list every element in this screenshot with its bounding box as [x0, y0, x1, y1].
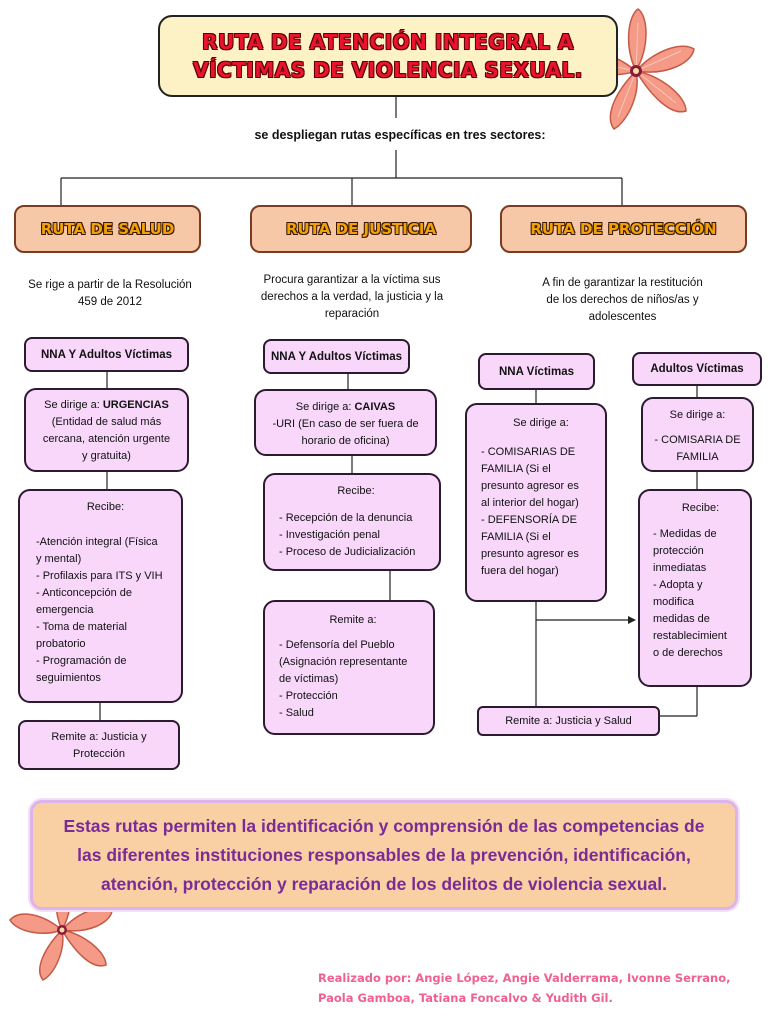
title-line-2: VÍCTIMAS DE VIOLENCIA SEXUAL.: [193, 58, 583, 82]
proteccion-adult-dirige-item: - COMISARIA DE: [654, 434, 741, 446]
salud-desc-line: Se rige a partir de la Resolución: [28, 279, 192, 291]
salud-recibe-item: - Programación de: [36, 655, 127, 667]
proteccion-nna-dirige-item: presunto agresor es: [481, 480, 579, 492]
main-title-box: [158, 15, 618, 97]
justicia-desc-line: derechos a la verdad, la justicia y la: [260, 291, 444, 303]
justicia-recibe-title: Recibe:: [337, 485, 375, 497]
justicia-dirige-detail: -URI (En caso de ser fuera de: [272, 418, 419, 430]
proteccion-adult-dirige-box: [641, 397, 754, 472]
sector-justicia-header: [250, 205, 472, 253]
subtitle: se despliegan rutas específicas en tres sectores:: [254, 128, 546, 142]
sector-proteccion-header: [500, 205, 747, 253]
credits-line: Realizado por: Angie López, Angie Valderrama, Ivonne Serrano,: [318, 971, 731, 985]
proteccion-adult-recibe-item: protección: [653, 545, 704, 557]
justicia-recibe-box: [263, 473, 441, 571]
salud-recibe-box: [18, 489, 183, 703]
proteccion-desc-line: adolescentes: [588, 311, 657, 323]
salud-dirige-detail: cercana, atención urgente: [42, 433, 171, 445]
proteccion-nna-dirige-item: fuera del hogar): [481, 565, 559, 577]
proteccion-adult-recibe-box: [638, 489, 752, 687]
sector-salud-header: [14, 205, 201, 253]
proteccion-adult-recibe-item: inmediatas: [653, 562, 707, 574]
proteccion-nna-dirige-item: - DEFENSORÍA DE: [481, 514, 577, 526]
salud-dirige-detail: (Entidad de salud más: [51, 416, 162, 428]
title-line-1: RUTA DE ATENCIÓN INTEGRAL A: [202, 30, 574, 54]
justicia-desc-line: Procura garantizar a la víctima sus: [263, 274, 441, 286]
salud-recibe-title: Recibe:: [86, 501, 125, 513]
salud-recibe-item: seguimientos: [36, 672, 101, 684]
salud-remite-line: Remite a: Justicia y: [51, 731, 147, 743]
proteccion-remite-box: Remite a: Justicia y Salud: [477, 706, 660, 736]
salud-recibe-item: probatorio: [36, 638, 86, 650]
justicia-dirige-box: [254, 389, 437, 456]
justicia-remite-box: [263, 600, 435, 735]
proteccion-adult-recibe-item: modifica: [653, 596, 694, 608]
justicia-recibe-item: - Recepción de la denuncia: [279, 512, 413, 524]
credits: [318, 968, 758, 1008]
proteccion-adult-recibe-item: medidas de: [653, 613, 710, 625]
salud-group-pill: NNA Y Adultos Víctimas: [24, 337, 189, 372]
salud-dirige-detail: y gratuita): [82, 450, 131, 462]
proteccion-nna-dirige-item: - COMISARIAS DE: [481, 446, 576, 458]
justicia-remite-item: - Salud: [279, 707, 314, 719]
salud-recibe-item: emergencia: [36, 604, 94, 616]
salud-description: [10, 277, 210, 311]
proteccion-adult-dirige-label: Se dirige a:: [669, 409, 726, 421]
proteccion-nna-pill: NNA Víctimas: [478, 353, 595, 390]
proteccion-nna-dirige-box: [465, 403, 607, 602]
justicia-desc-line: reparación: [324, 308, 380, 320]
proteccion-adult-recibe-title: Recibe:: [681, 502, 720, 514]
justicia-remite-title: Remite a:: [329, 614, 377, 626]
conclusion-box: [30, 800, 738, 910]
salud-dirige-box: [24, 388, 189, 472]
salud-desc-line: 459 de 2012: [78, 296, 142, 308]
justicia-description: [242, 272, 462, 323]
justicia-dirige-target: CAIVAS: [354, 401, 396, 413]
proteccion-nna-dirige-item: presunto agresor es: [481, 548, 579, 560]
proteccion-adult-recibe-item: o de derechos: [653, 647, 723, 659]
salud-remite-box: [18, 720, 180, 770]
conclusion-line: atención, protección y reparación de los delitos de violencia sexual.: [100, 873, 667, 894]
proteccion-nna-dirige-item: al interior del hogar): [481, 497, 579, 509]
conclusion-line: las diferentes instituciones responsables de la prevención, identificación,: [77, 844, 691, 865]
salud-recibe-item: y mental): [36, 553, 82, 565]
justicia-recibe-item: - Proceso de Judicialización: [279, 546, 416, 558]
salud-recibe-item: - Anticoncepción de: [36, 587, 133, 599]
credits-line: Paola Gamboa, Tatiana Foncalvo & Yudith Gil.: [318, 991, 613, 1005]
conclusion-line: Estas rutas permiten la identificación y comprensión de las competencias de: [63, 815, 705, 836]
salud-dirige-label: Se dirige a:: [44, 399, 103, 411]
proteccion-desc-line: de los derechos de niños/as y: [546, 294, 699, 306]
salud-dirige-target: URGENCIAS: [102, 399, 169, 411]
proteccion-nna-dirige-label: Se dirige a:: [513, 417, 569, 429]
justicia-remite-item: (Asignación representante: [279, 656, 408, 668]
sector-salud-label: RUTA DE SALUD: [40, 220, 175, 238]
proteccion-nna-dirige-item: FAMILIA (Si el: [481, 463, 551, 475]
proteccion-adult-recibe-item: - Medidas de: [653, 528, 717, 540]
sector-justicia-label: RUTA DE JUSTICIA: [285, 220, 437, 238]
proteccion-desc-line: A fin de garantizar la restitución: [542, 277, 703, 289]
salud-recibe-item: - Profilaxis para ITS y VIH: [36, 570, 163, 582]
salud-remite-line: Protección: [73, 748, 125, 760]
proteccion-adult-recibe-item: - Adopta y: [653, 579, 703, 591]
justicia-recibe-item: - Investigación penal: [279, 529, 380, 541]
justicia-group-pill: NNA Y Adultos Víctimas: [263, 339, 410, 374]
justicia-remite-item: de víctimas): [279, 673, 339, 685]
justicia-remite-item: - Protección: [279, 690, 338, 702]
justicia-dirige-label: Se dirige a:: [295, 401, 355, 413]
proteccion-description: [520, 275, 725, 326]
justicia-dirige-detail: horario de oficina): [301, 435, 390, 447]
proteccion-nna-dirige-item: FAMILIA (Si el: [481, 531, 551, 543]
sector-proteccion-label: RUTA DE PROTECCIÓN: [530, 220, 717, 238]
salud-recibe-item: - Toma de material: [36, 621, 127, 633]
proteccion-adult-pill: Adultos Víctimas: [632, 352, 762, 386]
salud-recibe-item: -Atención integral (Física: [36, 536, 158, 548]
proteccion-adult-dirige-item: FAMILIA: [676, 451, 719, 463]
proteccion-adult-recibe-item: restablecimient: [653, 630, 727, 642]
justicia-remite-item: - Defensoría del Pueblo: [279, 639, 395, 651]
